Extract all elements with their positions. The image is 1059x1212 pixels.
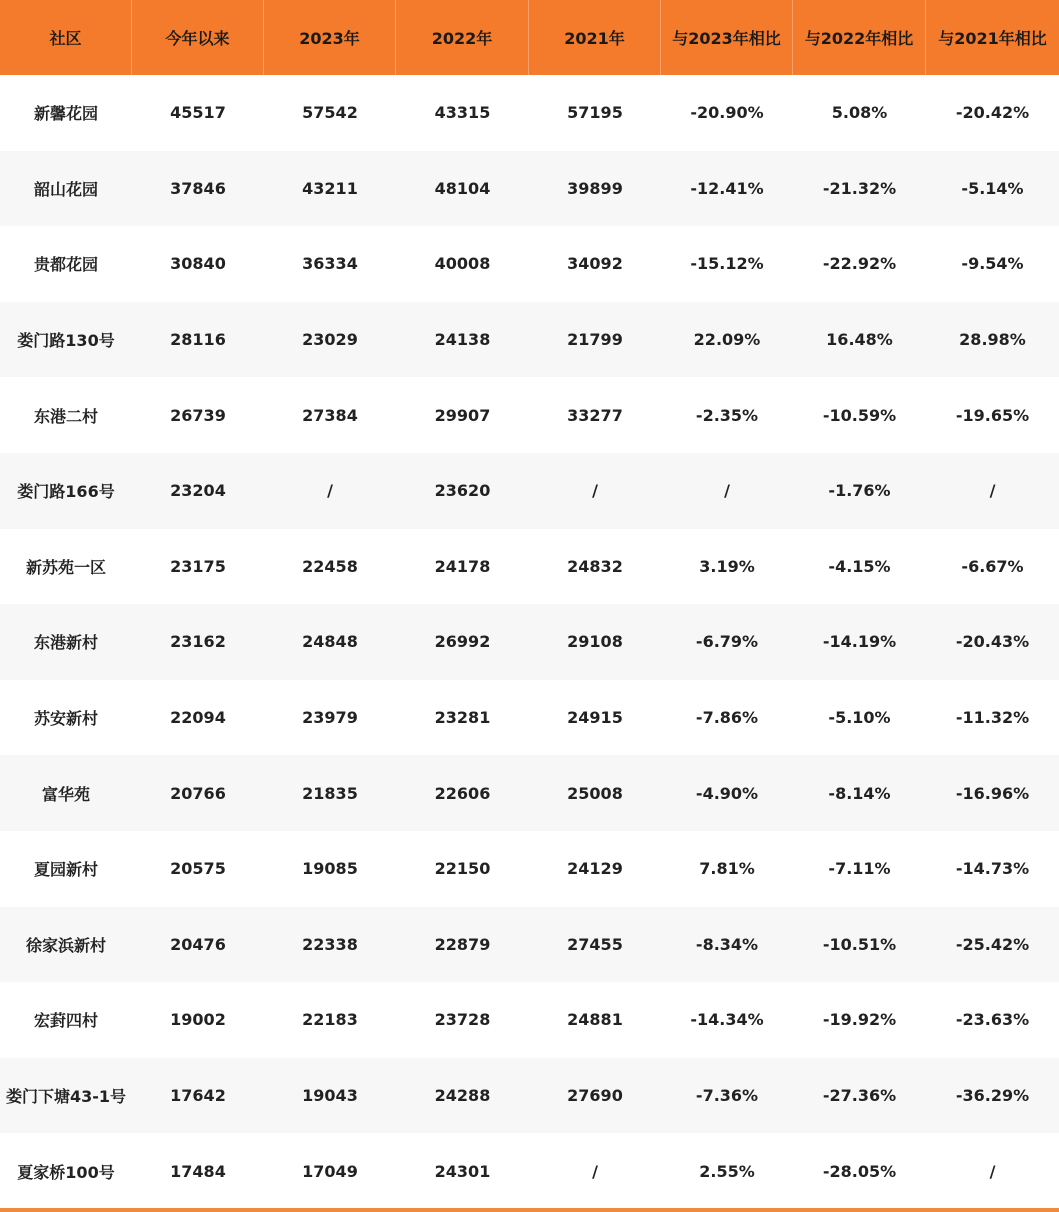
cell-2021: 21799 (567, 330, 623, 350)
cell-community: 徐家浜新村 (25, 935, 106, 955)
cell-2022: 24301 (434, 1161, 491, 1181)
cell-ytd: 19002 (170, 1010, 226, 1030)
cell-vs-2022: -14.19% (822, 632, 897, 652)
cell-2023: 19043 (302, 1086, 358, 1106)
cell-vs-2021: -6.67% (961, 556, 1024, 576)
cell-vs-2023: -4.90% (695, 783, 759, 803)
cell-2021: 39899 (567, 178, 623, 198)
cell-community: 苏安新村 (33, 709, 98, 729)
cell-ytd: 20575 (170, 859, 226, 879)
cell-2023: 19085 (302, 859, 358, 879)
header-cell-vs-2023: 与2023年相比 (661, 0, 793, 75)
cell-vs-2021: / (989, 481, 996, 501)
cell-vs-2022: -28.05% (822, 1161, 897, 1181)
table-row (0, 226, 1059, 302)
cell-2021: 24832 (567, 556, 623, 576)
cell-2021: / (592, 481, 598, 501)
cell-vs-2023: / (724, 481, 730, 501)
cell-vs-2023: 3.19% (699, 556, 755, 576)
table-row (0, 982, 1059, 1058)
cell-2023: 22183 (302, 1010, 358, 1030)
cell-community: 娄门路130号 (17, 331, 115, 351)
cell-2022: 22150 (434, 859, 491, 879)
bottom-accent-bar (0, 1208, 1059, 1212)
header-cell-2022: 2022年 (396, 0, 529, 75)
cell-vs-2021: -9.54% (961, 254, 1024, 274)
cell-2023: 22458 (302, 556, 358, 576)
cell-ytd: 28116 (170, 330, 226, 350)
cell-vs-2023: -7.86% (695, 708, 759, 728)
cell-vs-2021: -14.73% (955, 859, 1030, 879)
cell-vs-2021: -20.43% (955, 632, 1030, 652)
cell-2022: 23281 (434, 708, 491, 728)
cell-vs-2023: -2.35% (695, 405, 759, 425)
cell-vs-2022: -4.15% (828, 556, 891, 576)
cell-vs-2021: 28.98% (959, 330, 1026, 350)
cell-vs-2022: -19.92% (822, 1010, 897, 1030)
cell-2021: 25008 (567, 783, 623, 803)
cell-2023: 43211 (302, 178, 358, 198)
table-row (0, 680, 1059, 756)
cell-2021: / (592, 1161, 598, 1181)
header-cell-ytd: 今年以来 (132, 0, 264, 75)
table-row (0, 377, 1059, 453)
cell-2022: 43315 (434, 103, 491, 123)
header-cell-vs-2021: 与2021年相比 (938, 29, 1047, 48)
cell-vs-2022: -1.76% (828, 481, 891, 501)
table-row (0, 831, 1059, 907)
cell-ytd: 45517 (170, 103, 226, 123)
cell-2021: 29108 (567, 632, 623, 652)
cell-vs-2022: -5.10% (828, 708, 891, 728)
cell-2021: 34092 (567, 254, 623, 274)
cell-vs-2023: 22.09% (693, 330, 761, 350)
cell-vs-2023: -20.90% (690, 103, 764, 123)
cell-2023: 36334 (302, 254, 358, 274)
table-row (0, 907, 1059, 983)
cell-vs-2021: -20.42% (955, 103, 1030, 123)
cell-2021: 33277 (567, 405, 623, 425)
cell-vs-2023: 2.55% (699, 1161, 755, 1181)
cell-vs-2022: -22.92% (822, 254, 897, 274)
cell-2021: 57195 (567, 103, 623, 123)
cell-vs-2021: -5.14% (961, 178, 1024, 198)
table-row (0, 1133, 1059, 1209)
cell-ytd: 23204 (170, 481, 226, 501)
cell-vs-2021: -11.32% (955, 708, 1030, 728)
cell-community: 新苏苑一区 (25, 557, 106, 577)
cell-community: 韶山花园 (33, 179, 98, 199)
cell-community: 东港新村 (33, 633, 98, 653)
table-row (0, 529, 1059, 605)
cell-2021: 27690 (567, 1086, 623, 1106)
cell-ytd: 22094 (170, 708, 226, 728)
cell-community: 娄门下塘43-1号 (5, 1087, 127, 1107)
cell-vs-2022: -8.14% (828, 783, 891, 803)
cell-2023: 22338 (302, 934, 358, 954)
cell-ytd: 23175 (170, 556, 226, 576)
cell-vs-2022: 5.08% (831, 103, 888, 123)
cell-2023: 24848 (302, 632, 358, 652)
cell-vs-2021: -25.42% (955, 934, 1030, 954)
cell-2022: 40008 (434, 254, 491, 274)
cell-2022: 24178 (434, 556, 491, 576)
cell-vs-2023: -15.12% (690, 254, 764, 274)
cell-2021: 24915 (567, 708, 623, 728)
cell-2022: 23728 (434, 1010, 491, 1030)
header-cell-community: 社区 (0, 0, 132, 75)
cell-2023: 57542 (302, 103, 358, 123)
cell-2022: 29907 (434, 405, 491, 425)
cell-2022: 23620 (434, 481, 491, 501)
cell-vs-2022: -7.11% (828, 859, 891, 879)
table-row (0, 151, 1059, 227)
cell-2023: 27384 (302, 405, 358, 425)
cell-vs-2022: -21.32% (822, 178, 897, 198)
cell-2022: 48104 (434, 178, 491, 198)
cell-vs-2023: -8.34% (695, 934, 759, 954)
cell-community: 宏葑四村 (33, 1011, 98, 1031)
header-cell-2023: 2023年 (264, 0, 396, 75)
cell-vs-2023: -7.36% (695, 1086, 759, 1106)
cell-community: 富华苑 (41, 784, 90, 804)
cell-community: 贵都花园 (33, 255, 98, 275)
cell-community: 娄门路166号 (17, 482, 115, 502)
table-header-row (0, 0, 1059, 75)
cell-vs-2022: -10.51% (822, 934, 897, 954)
cell-ytd: 20766 (170, 783, 226, 803)
cell-2022: 22879 (434, 934, 491, 954)
table-row (0, 75, 1059, 151)
cell-ytd: 23162 (170, 632, 226, 652)
cell-vs-2021: -23.63% (955, 1010, 1030, 1030)
cell-community: 夏园新村 (33, 860, 98, 880)
cell-ytd: 26739 (170, 405, 226, 425)
cell-2021: 24881 (567, 1010, 623, 1030)
cell-community: 新馨花园 (33, 104, 98, 124)
cell-community: 东港二村 (33, 406, 98, 426)
cell-vs-2022: -27.36% (822, 1086, 897, 1106)
cell-vs-2023: 7.81% (699, 859, 755, 879)
cell-vs-2021: -16.96% (955, 783, 1030, 803)
cell-vs-2023: -12.41% (690, 178, 764, 198)
table-body (0, 75, 1059, 1209)
cell-vs-2022: 16.48% (826, 330, 893, 350)
cell-2023: 23979 (302, 708, 358, 728)
cell-2022: 24288 (434, 1086, 491, 1106)
cell-2022: 26992 (434, 632, 491, 652)
cell-vs-2023: -6.79% (695, 632, 759, 652)
cell-2023: 17049 (302, 1161, 358, 1181)
cell-ytd: 20476 (170, 934, 226, 954)
cell-2023: 23029 (302, 330, 358, 350)
cell-2022: 22606 (434, 783, 491, 803)
cell-ytd: 30840 (170, 254, 226, 274)
cell-vs-2021: / (989, 1161, 996, 1181)
header-cell-2021: 2021年 (529, 0, 661, 75)
cell-2022: 24138 (434, 330, 491, 350)
table-row (0, 453, 1059, 529)
table-row (0, 755, 1059, 831)
cell-ytd: 37846 (170, 178, 226, 198)
cell-ytd: 17484 (170, 1161, 226, 1181)
header-cell-vs-2022: 与2022年相比 (793, 0, 926, 75)
cell-ytd: 17642 (170, 1086, 226, 1106)
cell-2023: 21835 (302, 783, 358, 803)
cell-vs-2021: -19.65% (955, 405, 1030, 425)
cell-vs-2022: -10.59% (822, 405, 897, 425)
table-row (0, 604, 1059, 680)
cell-2021: 24129 (567, 859, 623, 879)
cell-2021: 27455 (567, 934, 623, 954)
cell-vs-2023: -14.34% (690, 1010, 764, 1030)
table-row (0, 302, 1059, 378)
cell-community: 夏家桥100号 (17, 1162, 115, 1182)
cell-2023: / (327, 481, 333, 501)
table-row (0, 1058, 1059, 1134)
cell-vs-2021: -36.29% (955, 1086, 1030, 1106)
